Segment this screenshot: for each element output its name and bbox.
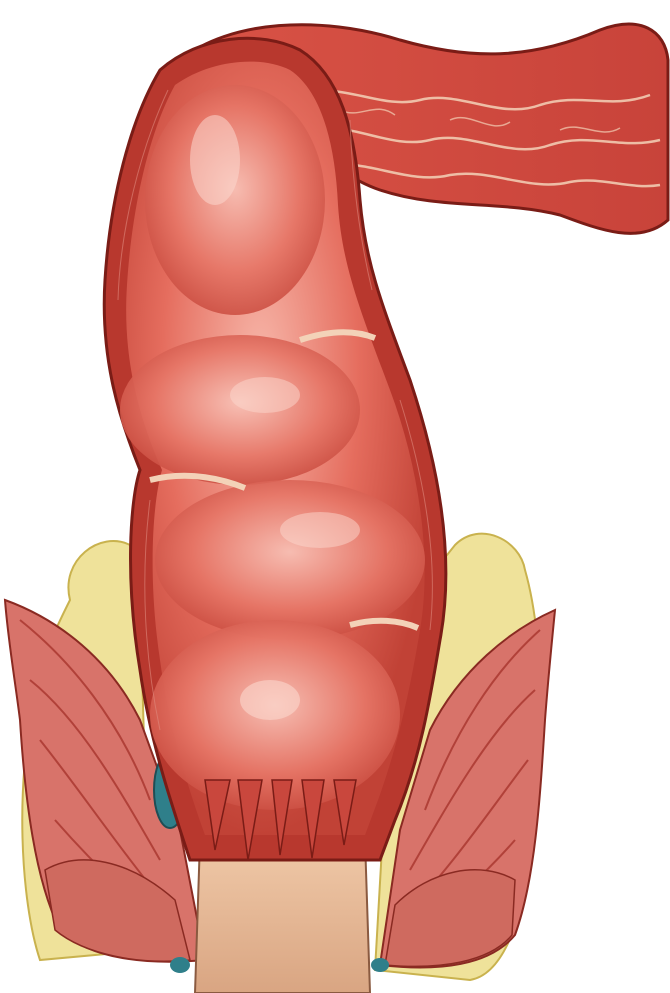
anal-canal xyxy=(195,840,370,993)
